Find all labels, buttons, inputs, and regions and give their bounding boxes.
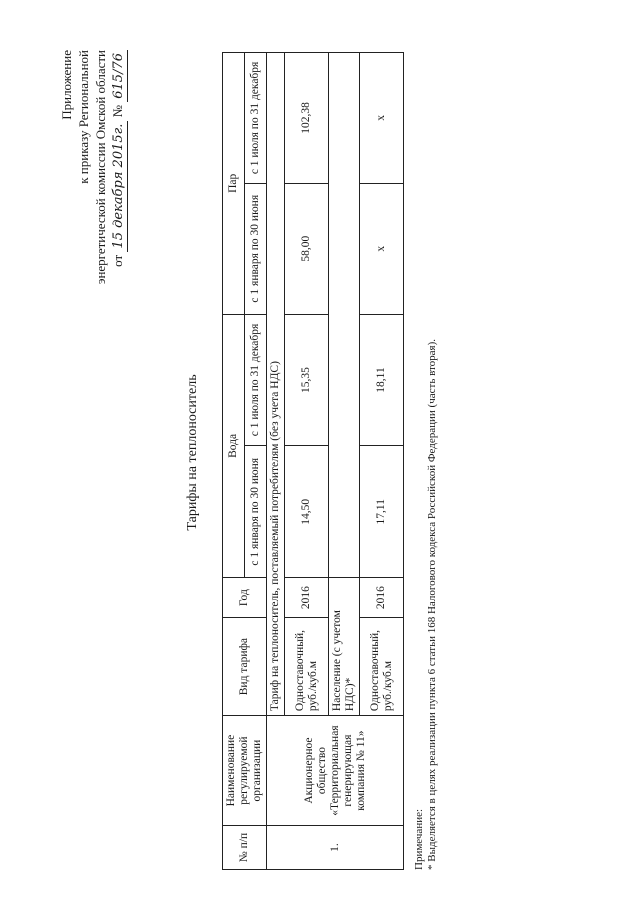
from-label: от	[110, 254, 125, 267]
section-row-1	[267, 53, 285, 870]
notes-block	[413, 339, 439, 870]
tariff-type-cell: Одноставочный, руб./куб.м	[285, 618, 329, 716]
section-label-consumers: Тариф на теплоноситель, поставляемый потребителям (без учета НДС)	[267, 53, 285, 716]
appendix-header	[58, 50, 128, 284]
handwritten-date: 15 декабря 2015г.	[110, 121, 128, 252]
col-header-steam-period-1: с 1 января по 30 июня	[245, 183, 267, 314]
appendix-line-3: энергетической комиссии Омской области	[93, 50, 108, 285]
steam-h2-cell: 102,38	[285, 53, 329, 184]
water-h1-cell: 14,50	[285, 446, 329, 578]
steam-h2-cell: x	[360, 53, 404, 184]
steam-h1-cell: x	[360, 183, 404, 314]
water-h2-cell: 18,11	[360, 314, 404, 446]
col-header-steam-period-2: с 1 июля по 31 декабря	[245, 53, 267, 184]
header-row-1	[223, 53, 245, 870]
tariffs-table	[222, 52, 404, 870]
steam-h1-cell: 58,00	[285, 183, 329, 314]
year-cell: 2016	[360, 578, 404, 618]
order-date-number-line	[109, 50, 128, 284]
tariff-type-cell: Одноставочный, руб./куб.м	[360, 618, 404, 716]
col-header-water-period-1: с 1 января по 30 июня	[245, 446, 267, 578]
col-header-tariff-type: Вид тарифа	[223, 618, 267, 716]
col-header-steam: Пар	[223, 53, 245, 315]
handwritten-number: 615/76	[110, 50, 128, 102]
appendix-line-1: Приложение	[59, 50, 74, 120]
organization-name-cell: Акционерное общество «Территориальная генерирующая компания № 11»	[267, 716, 404, 826]
col-header-org: Наименование регулируемой организации	[223, 716, 267, 826]
year-cell: 2016	[285, 578, 329, 618]
water-h2-cell: 15,35	[285, 314, 329, 446]
col-header-year: Год	[223, 578, 267, 618]
section-empty-cell	[329, 53, 360, 578]
section-label-population: Население (с учетом НДС)*	[329, 578, 360, 716]
water-h1-cell: 17,11	[360, 446, 404, 578]
col-header-num: № п/п	[223, 826, 267, 870]
notes-heading: Примечание:	[413, 808, 425, 870]
document-title: Тарифы на теплоноситель	[185, 374, 200, 531]
row-number-cell: 1.	[267, 826, 404, 870]
col-header-water-period-2: с 1 июля по 31 декабря	[245, 314, 267, 446]
appendix-line-2: к приказу Региональной	[76, 50, 91, 184]
notes-footnote: * Выделяется в целях реализации пункта 6 статьи 168 Налогового кодекса Российской Федерации (часть вторая).	[426, 338, 438, 870]
col-header-water: Вода	[223, 314, 245, 578]
number-label: №	[110, 105, 125, 118]
